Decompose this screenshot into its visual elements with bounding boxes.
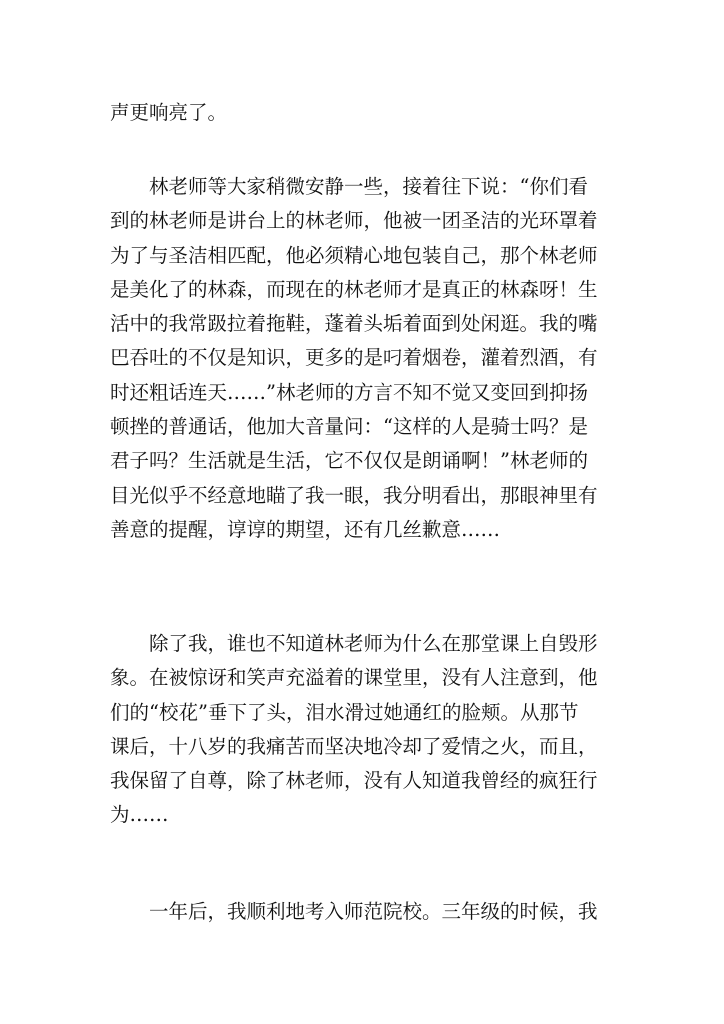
text-line: 是美化了的林森，而现在的林老师才是真正的林森呀！生 bbox=[110, 277, 598, 301]
text-line: 为…… bbox=[110, 803, 169, 827]
text-line: 活中的我常趿拉着拖鞋，蓬着头垢着面到处闲逛。我的嘴 bbox=[110, 312, 598, 336]
text-line: 时还粗话连天……”林老师的方言不知不觉又变回到抑扬 bbox=[110, 380, 588, 404]
text-line: 善意的提醒，谆谆的期望，还有几丝歉意…… bbox=[110, 517, 501, 541]
text-line: 们的“校花”垂下了头，泪水滑过她通红的脸颊。从那节 bbox=[110, 700, 579, 724]
text-line: 声更响亮了。 bbox=[110, 101, 228, 124]
text-line: 林老师等大家稍微安静一些，接着往下说：“你们看 bbox=[149, 175, 588, 198]
paragraph-1 bbox=[110, 96, 616, 130]
text-line: 巴吞吐的不仅是知识，更多的是叼着烟卷，灌着烈酒，有 bbox=[110, 346, 598, 370]
text-line: 目光似乎不经意地瞄了我一眼，我分明看出，那眼神里有 bbox=[110, 483, 598, 507]
text-line: 象。在被惊讶和笑声充溢着的课堂里，没有人注意到，他 bbox=[110, 666, 598, 690]
text-line: 为了与圣洁相匹配，他必须精心地包装自己，那个林老师 bbox=[110, 243, 598, 267]
paragraph-2 bbox=[110, 170, 616, 547]
text-line: 君子吗？生活就是生活，它不仅仅是朗诵啊！”林老师的 bbox=[110, 449, 588, 473]
paragraph-4 bbox=[110, 895, 616, 929]
text-line: 课后，十八岁的我痛苦而坚决地冷却了爱情之火，而且， bbox=[110, 734, 598, 758]
text-line: 顿挫的普通话，他加大音量问：“这样的人是骑士吗？是 bbox=[110, 415, 588, 439]
text-line: 到的林老师是讲台上的林老师，他被一团圣洁的光环罩着 bbox=[110, 209, 598, 233]
text-line: 我保留了自尊，除了林老师，没有人知道我曾经的疯狂行 bbox=[110, 769, 598, 793]
text-line: 除了我，谁也不知道林老师为什么在那堂课上自毁形 bbox=[149, 632, 598, 655]
text-line: 一年后，我顺利地考入师范院校。三年级的时候，我 bbox=[149, 900, 598, 923]
paragraph-3 bbox=[110, 627, 616, 833]
